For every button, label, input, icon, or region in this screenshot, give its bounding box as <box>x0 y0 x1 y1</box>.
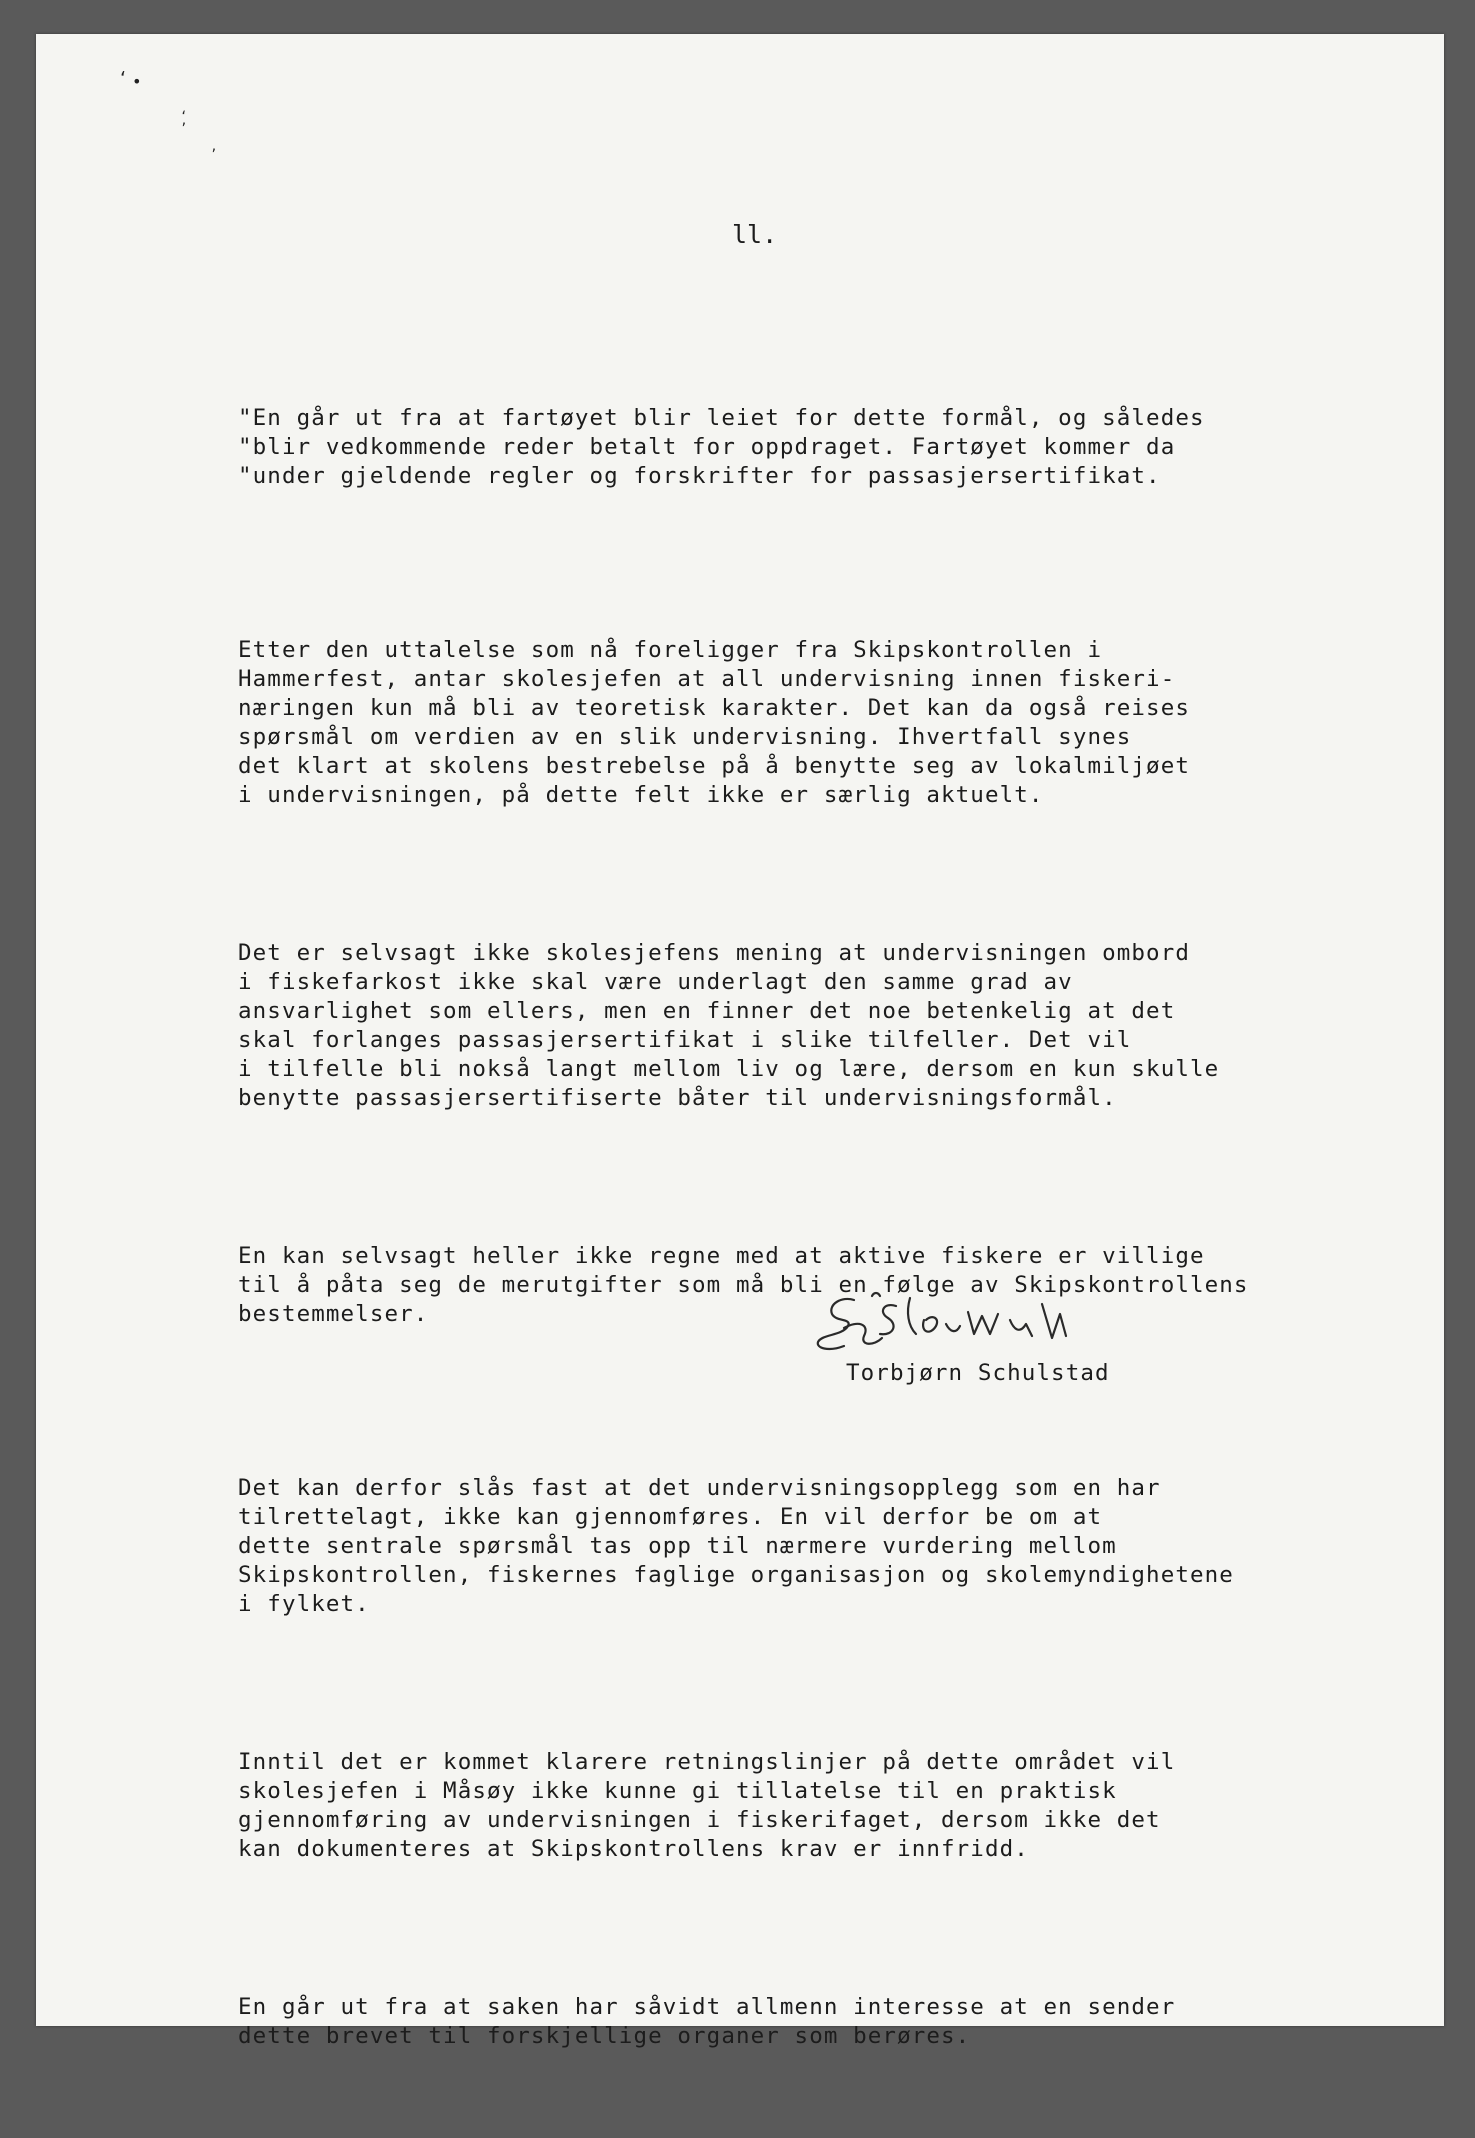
text-line: tilrettelagt, ikke kan gjennomføres. En vil derfor be om at <box>238 1504 1103 1530</box>
paragraph <box>238 607 1438 810</box>
text-line: Det er selvsagt ikke skolesjefens mening at undervisningen ombord <box>238 940 1190 966</box>
handwritten-signature <box>814 1290 1144 1356</box>
text-line: gjennomføring av undervisningen i fiskerifaget, dersom ikke det <box>238 1807 1161 1833</box>
text-line: i tilfelle bli nokså langt mellom liv og lære, dersom en kun skulle <box>238 1056 1220 1082</box>
text-line: "blir vedkommende reder betalt for oppdraget. Fartøyet kommer da <box>238 434 1176 460</box>
page-number: ll. <box>732 220 778 249</box>
text-line: Skipskontrollen, fiskernes faglige organisasjon og skolemyndighetene <box>238 1562 1234 1588</box>
text-line: Det kan derfor slås fast at det undervisningsopplegg som en har <box>238 1475 1161 1501</box>
paragraph <box>238 1964 1438 2051</box>
paragraph-quote <box>238 375 1438 491</box>
text-line: dette sentrale spørsmål tas opp til nærmere vurdering mellom <box>238 1533 1117 1559</box>
text-line: dette brevet til forskjellige organer som berøres. <box>238 2023 971 2049</box>
document-page: ‘ • ‘ ’ ’ ll. "En går ut fra at fartøyet blir leiet for dette formål, og således "blir vedkommende reder betalt for oppdraget. Fartøyet kommer da "under gjeldende regler og forskrifter for passasjersertifikat. Etter den uttalelse som nå foreligger fra Skipskontrollen i Hammerfest, antar skolesjefen at all undervisning innen fiskeri- næringen kun må bli av teoretisk karakter. Det kan da også reises spørsmål om verdien av en slik undervisning. Ihvertfall synes det klart at skolens bestrebelse på å benytte seg av lokalmiljøet i undervisningen, på dette felt ikke er særlig aktuelt. Det er selvsagt ikke skolesjefens mening at undervisningen ombord i fiskefarkost ikke skal være underlagt den samme grad av ansvarlighet som ellers, men en finner det noe betenkelig at det skal forlanges passasjersertifikat i slike tilfeller. Det vil i tilfelle bli nokså langt mellom liv og lære, dersom en kun skulle benytte passasjersertifiserte båter til undervisningsformål. En kan selvsagt heller ikke regne med at aktive fiskere er villige til å påta seg de merutgifter som må bli en følge av Skipskontrollens bestemmelser. Det kan derfor slås fast at det undervisningsopplegg som en har tilrettelagt, ikke kan gjennomføres. En vil derfor be om at dette sentrale spørsmål tas opp til nærmere vurdering mellom Skipskontrollen, fiskernes faglige organisasjon og skolemyndighetene i fylket. Inntil det er kommet klarere retningslinjer på dette området vil skolesjefen i Måsøy ikke kunne gi tillatelse til en praktisk gjennomføring av undervisningen i fiskerifaget, dersom ikke det kan dokumenteres at Skipskontrollens krav er innfridd. En går ut fra at saken har såvidt allmenn interesse at en sender dette brevet til forskjellige organer som berøres. Torbjørn Schulstad <box>36 34 1444 2026</box>
text-line: i fiskefarkost ikke skal være underlagt den samme grad av <box>238 969 1073 995</box>
text-line: skolesjefen i Måsøy ikke kunne gi tillatelse til en praktisk <box>238 1778 1117 1804</box>
text-line: Inntil det er kommet klarere retningslinjer på dette området vil <box>238 1749 1176 1775</box>
text-line: En går ut fra at saken har såvidt allmenn interesse at en sender <box>238 1994 1176 2020</box>
text-line: skal forlanges passasjersertifikat i slike tilfeller. Det vil <box>238 1027 1132 1053</box>
text-line: benytte passasjersertifiserte båter til undervisningsformål. <box>238 1085 1117 1111</box>
text-line: til å påta seg de merutgifter som må bli en følge av Skipskontrollens <box>238 1272 1249 1298</box>
text-line: i fylket. <box>238 1591 370 1617</box>
text-line: "En går ut fra at fartøyet blir leiet for dette formål, og således <box>238 405 1205 431</box>
paragraph <box>238 1719 1438 1864</box>
paragraph <box>238 1445 1438 1619</box>
text-line: En kan selvsagt heller ikke regne med at aktive fiskere er villige <box>238 1243 1205 1269</box>
letter-body <box>238 288 1438 2138</box>
text-line: næringen kun må bli av teoretisk karakter. Det kan da også reises <box>238 695 1190 721</box>
signer-name: Torbjørn Schulstad <box>846 1360 1110 1386</box>
text-line: spørsmål om verdien av en slik undervisning. Ihvertfall synes <box>238 724 1132 750</box>
text-line: ansvarlighet som ellers, men en finner det noe betenkelig at det <box>238 998 1176 1024</box>
text-line: Hammerfest, antar skolesjefen at all undervisning innen fiskeri- <box>238 666 1176 692</box>
text-line: "under gjeldende regler og forskrifter for passasjersertifikat. <box>238 463 1161 489</box>
text-line: i undervisningen, på dette felt ikke er særlig aktuelt. <box>238 782 1044 808</box>
text-line: det klart at skolens bestrebelse på å benytte seg av lokalmiljøet <box>238 753 1190 779</box>
text-line: Etter den uttalelse som nå foreligger fra Skipskontrollen i <box>238 637 1103 663</box>
paragraph <box>238 910 1438 1113</box>
text-line: kan dokumenteres at Skipskontrollens krav er innfridd. <box>238 1836 1029 1862</box>
text-line: bestemmelser. <box>238 1301 429 1327</box>
